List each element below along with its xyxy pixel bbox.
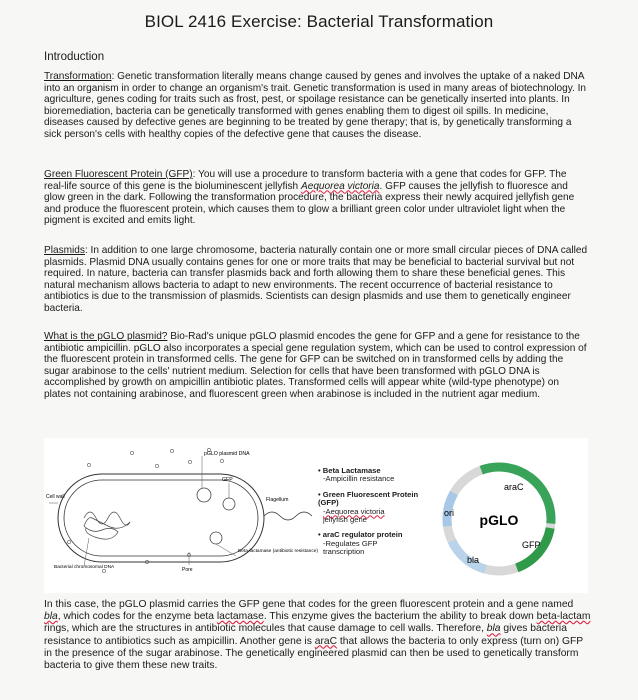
pglo-plasmid-map — [434, 454, 564, 584]
legend-item-arac — [318, 531, 428, 556]
term-pglo: What is the pGLO plasmid? — [44, 331, 168, 342]
label-bacterial-dna: Bacterial chromosomal DNA — [54, 565, 115, 570]
particle-dot — [155, 464, 158, 467]
paragraph-bla-arac: In this case, the pGLO plasmid carries the GFP gene that codes for the green fluorescent protein and a gene named bla, which codes for the enzyme beta lactamase. This enzyme gives the bacterium the ability to break down beta-lactam rings, which are the structures in antibiotic molecules that cause damage to cell walls. Therefore, bla gives bacteria resistance to antibiotics such as ampicillin. Another gene is araC that allows the bacteria to only express (turn on) GFP in the presence of the sugar arabinose. The genetically engineered plasmid can then be used to genetically transform bacteria to give them these new traits. — [44, 599, 591, 672]
legend-sub: -Regulates GFP — [323, 538, 378, 548]
legend-item-gfp — [318, 491, 428, 525]
page-title: BIOL 2416 Exercise: Bacterial Transformation — [144, 12, 494, 31]
legend-title: • Beta Lactamase — [318, 466, 381, 475]
gene-name-arac: araC — [314, 635, 338, 647]
map-label-bla: bla — [467, 555, 480, 565]
legend-sub: jellyfish gene — [323, 515, 367, 525]
gene-name-bla: bla — [44, 611, 58, 623]
particle-dot — [87, 463, 90, 466]
term-gfp: Green Fluorescent Protein (GFP) — [44, 169, 193, 180]
paragraph-text: . GFP causes the jellyfish to fluoresce and glow green in the dark. Following the transformation procedure, the bacteria express their newly acquired jellyfish gene and produce the fluorescent protein, which causes them to glow a brilliant green color under ultraviolet light when the pigment is excited and emits light. — [44, 180, 575, 227]
paragraph-text: : You will use a procedure to transform bacteria with a gene that codes for GFP. The real-life source of this gene is the bioluminescent jellyfish — [44, 169, 567, 192]
legend-title: • Green Fluorescent Protein (GFP) — [318, 489, 419, 508]
particle-dot — [67, 540, 70, 543]
word-lactamase: lactamase — [216, 611, 264, 623]
plasmid-circle — [210, 532, 222, 544]
legend-sub: -Ampicillin resistance — [323, 474, 395, 484]
legend-title: • araC regulator protein — [318, 530, 403, 540]
label-cell-wall: Cell wall — [46, 494, 65, 500]
gene-name-bla: bla — [486, 623, 501, 635]
leader-line — [216, 544, 236, 556]
word-beta-lactam: beta-lactam — [536, 611, 591, 623]
paragraph-text: : In addition to one large chromosome, bacteria naturally contain one or more small circular pieces of DNA called plasmids. Plasmid DNA usually contains genes for one or more traits that may be beneficial to bacterial survival but not required. In nature, bacteria can transfer plasmids back and forth allowing them to share these beneficial genes. This natural mechanism allows bacteria to adapt to new environments. The recent occurrence of bacterial resistance to antibiotics is due to the transmission of plasmids. Scientists can design plasmids and use them to genetically engineer bacteria. — [44, 245, 588, 314]
paragraph-transformation — [44, 71, 588, 141]
label-pore: Pore — [182, 567, 193, 573]
map-label-arac: araC — [504, 482, 524, 492]
label-beta-lactamase: Beta-lactamase (antibiotic resistance) — [238, 549, 318, 554]
legend-sub: transcription — [323, 547, 365, 557]
paragraph-gfp — [44, 169, 588, 227]
map-label-gfp: GFP — [522, 540, 541, 550]
paragraph-text: Bio-Rad's unique pGLO plasmid encodes the gene for GFP and a gene for resistance to the antibiotic ampicillin. pGLO also incorporates a special gene regulation system, which can be used to control expression of the fluorescent protein in transformed cells. The gene for GFP can be switched on in transformed cells by adding the sugar arabinose to the cells' nutrient medium. Selection for cells that have been transformed with pGLO DNA is accomplished by growth on ampicillin antibiotic plates. Transformed cells will appear white (wild-type phenotype) on plates not containing arabinose, and fluorescent green when arabinose is included in the nutrient agar medium. — [44, 331, 587, 400]
chromosomal-dna — [84, 512, 130, 539]
particle-dot — [188, 460, 191, 463]
paragraph-pglo — [44, 331, 588, 401]
section-heading-introduction: Introduction — [44, 51, 105, 63]
species-name: Aequorea victoria — [300, 180, 380, 192]
paragraph-text: : Genetic transformation literally means change caused by genes and involves the uptake of a naked DNA into an organism in order to change an organism's trait. Genetic transformation is used in many areas of biotechnology. In agriculture, genes coding for traits such as frost, pest, or spoilage resistance can be genetically inserted into plants. In bioremediation, bacteria can be genetically transformed with genes enabling them to digest oil spills. In medicine, diseases caused by defective genes are beginning to be treated by gene therapy; that is, by genetically transforming a sick person's cells with healthy copies of the defective gene that causes the disease. — [44, 71, 587, 140]
plasmid-circle — [197, 488, 211, 502]
plasmid-map-center-label: pGLO — [479, 512, 519, 528]
particle-dot — [170, 449, 173, 452]
term-transformation: Transformation — [44, 71, 112, 82]
particle-dot — [130, 451, 133, 454]
label-flagellum: Flagellum — [266, 497, 289, 503]
label-plasmid-dna: pGLO plasmid DNA — [204, 451, 250, 457]
flagellum — [264, 512, 312, 520]
term-plasmids: Plasmids — [44, 245, 85, 256]
particle-dot — [220, 459, 223, 462]
legend-sub: -Aequorea victoria — [323, 506, 385, 516]
paragraph-plasmids — [44, 245, 588, 315]
figure-legend — [318, 467, 428, 564]
plasmid-circle — [223, 498, 235, 510]
label-gfp: GFP — [222, 477, 233, 483]
map-label-ori: ori — [444, 508, 455, 518]
legend-item-beta-lactamase — [318, 467, 428, 484]
